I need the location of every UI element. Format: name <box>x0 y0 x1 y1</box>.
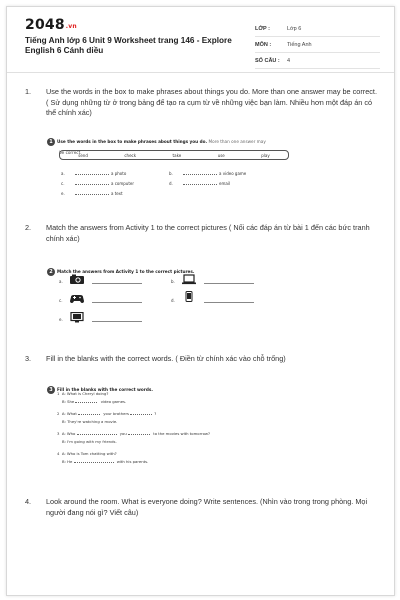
exercise-line: 1 A: What is Cheryl doing? <box>57 391 109 396</box>
question-3-text: Fill in the blanks with the correct words. ( Điền từ chính xác vào chỗ trống) <box>46 354 286 363</box>
answer-line[interactable] <box>204 302 254 303</box>
activity-2-image: 2 Match the answers from Activity 1 to the correct pictures. a. b. c. d. e. <box>47 261 347 331</box>
phrase-item: a. a photo <box>61 171 127 176</box>
meta-row-subject: MÔN : Tiếng Anh <box>255 37 380 53</box>
word: send <box>78 152 88 158</box>
phrase-item: c. a computer <box>61 181 135 186</box>
activity-title: Use the words in the box to make phrases about things you do. More than one answer may <box>57 139 266 144</box>
answer-line[interactable] <box>92 321 142 322</box>
word-box <box>59 150 289 160</box>
exercise-line: B: He with his parents. <box>62 459 149 464</box>
activity-badge: 1 <box>47 138 55 146</box>
question-4: 4. Look around the room. What is everyone doing? Write sentences. (Nhìn vào trong trong phòng. Mọi người đang nói gì? Viết câu) <box>25 497 377 518</box>
site-logo[interactable]: 2048.vn <box>25 17 77 33</box>
phrase-item: b. a video game <box>169 171 247 176</box>
word: play <box>261 152 270 158</box>
question-3: 3. Fill in the blanks with the correct words. ( Điền từ chính xác vào chỗ trống) <box>25 354 377 365</box>
meta-row-count: SỐ CÂU : 4 <box>255 53 380 69</box>
phrase-item: e. a text <box>61 191 123 196</box>
answer-line[interactable] <box>92 283 142 284</box>
page-title: Tiếng Anh lớp 6 Unit 9 Worksheet trang 146 - Explore English 6 Cánh diều <box>25 36 232 55</box>
question-1-text: Use the words in the box to make phrases about things you do. More than one answer may be correct. ( Sử dụng những từ ở trong bảng để tạo ra cụm từ về những việc bạn làm. Nhiều hơn một đáp án có thể chính xác) <box>46 87 377 118</box>
answer-line[interactable] <box>204 283 254 284</box>
exercise-line: 3 A: Who you to the movies with tomorrow? <box>57 431 211 436</box>
exercise-line: 2 A: What your brothers ? <box>57 411 157 416</box>
laptop-icon <box>181 274 197 285</box>
activity-badge: 3 <box>47 386 55 394</box>
question-2-text: Match the answers from Activity 1 to the correct pictures ( Nối các đáp án từ bài 1 đến các bức tranh chính xác) <box>46 223 370 243</box>
question-1: 1. Use the words in the box to make phrases about things you do. More than one answer may be correct. ( Sử dụng những từ ở trong bảng để tạo ra cụm từ về những việc bạn làm. Nhiều hơn một đáp án có thể chính xác) <box>25 87 377 118</box>
activity-title: Match the answers from Activity 1 to the correct pictures. <box>57 269 195 274</box>
worksheet-page <box>6 6 395 596</box>
exercise-line: 4 A: Who is Tom chatting with? <box>57 451 117 456</box>
activity-badge: 2 <box>47 268 55 276</box>
exercise-line: B: I'm going with my friends. <box>62 439 117 444</box>
activity-title: Fill in the blanks with the correct words. <box>57 387 153 392</box>
meta-row-class: LỚP : Lớp 6 <box>255 21 380 37</box>
monitor-icon <box>69 312 85 323</box>
question-4-text: Look around the room. What is everyone doing? Write sentences. (Nhìn vào trong trong phòng. Mọi người đang nói gì? Viết câu) <box>46 497 368 517</box>
exercise-line: B: She video games. <box>62 399 127 404</box>
phrase-item: d. email <box>169 181 231 186</box>
question-2: 2. Match the answers from Activity 1 to the correct pictures ( Nối các đáp án từ bài 1 đến các bức tranh chính xác) <box>25 223 377 244</box>
word: use <box>217 152 225 158</box>
phone-icon <box>181 291 197 302</box>
gamepad-icon <box>69 293 85 304</box>
activity-1-image: 1 Use the words in the box to make phrases about things you do. More than one answer may be correct. send check take use play a. a photo b. a video game c. a computer d. email e. a text <box>47 131 347 201</box>
header-divider <box>7 72 394 73</box>
word: check <box>124 152 137 158</box>
exercise-line: B: They're watching a movie. <box>62 419 118 424</box>
answer-line[interactable] <box>92 302 142 303</box>
word: take <box>172 152 182 158</box>
camera-icon <box>69 274 85 285</box>
activity-3-image <box>47 379 347 479</box>
worksheet-meta <box>255 21 380 69</box>
